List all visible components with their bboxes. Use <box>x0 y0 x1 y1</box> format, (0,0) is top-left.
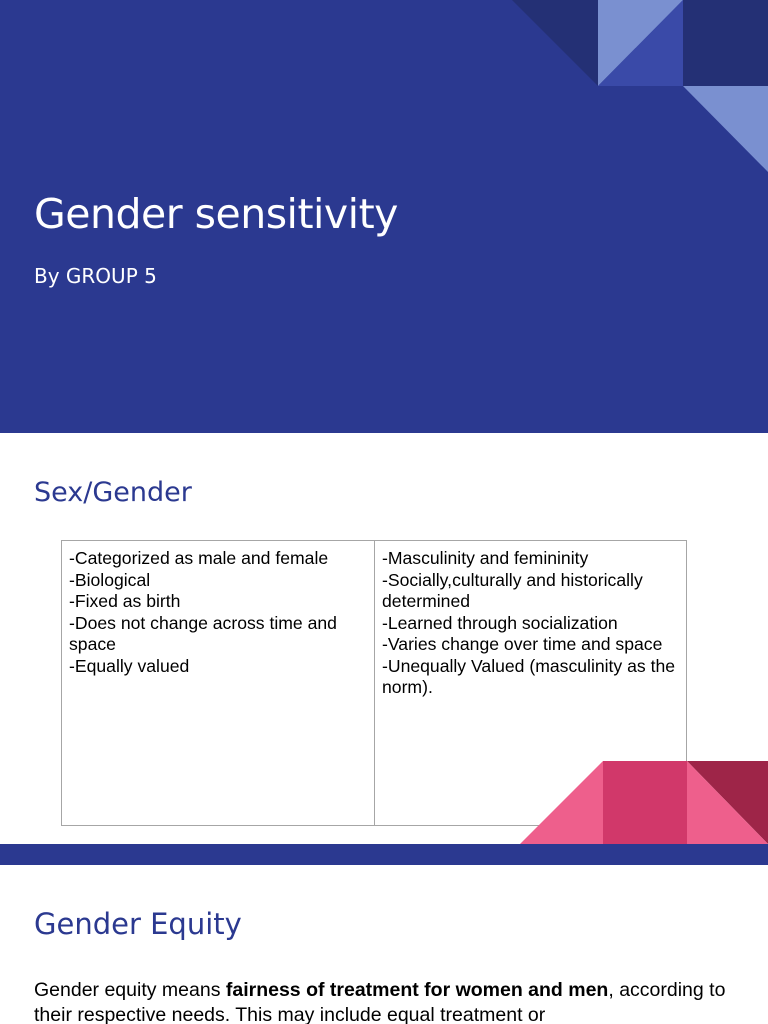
slide-heading: Sex/Gender <box>34 477 192 508</box>
definition-paragraph <box>34 978 734 1024</box>
presentation-title: Gender sensitivity <box>34 190 398 238</box>
definition-rest: , according to their respective needs. This may include equal treatment or <box>34 979 726 1024</box>
sex-column: -Categorized as male and female -Biological -Fixed as birth -Does not change across time and space -Equally valued <box>69 548 337 676</box>
corner-geometric-decoration <box>520 761 768 844</box>
title-slide <box>0 0 768 433</box>
slide-heading: Gender Equity <box>34 907 242 941</box>
corner-geometric-decoration <box>512 0 768 172</box>
definition-intro: Gender equity means <box>34 979 226 1001</box>
definition-emphasis: fairness of treatment for women and men <box>225 979 609 1001</box>
sex-gender-slide <box>0 433 768 844</box>
gender-column: -Masculinity and femininity -Socially,culturally and historically determined -Learned through socialization -Varies change over time and space -Unequally Valued (masculinity as the norm). <box>374 541 686 825</box>
presentation-subtitle: By GROUP 5 <box>34 264 157 288</box>
gender-equity-slide <box>0 865 768 1024</box>
section-divider-bar <box>0 844 768 865</box>
